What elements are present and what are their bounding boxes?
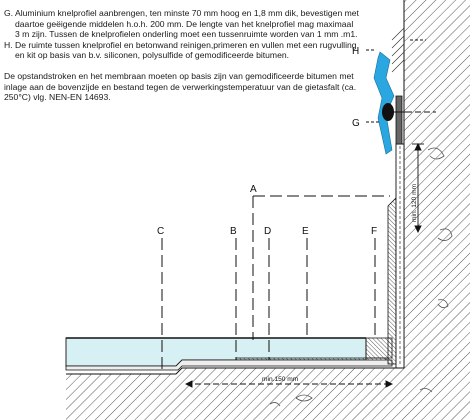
note-g-text: Aluminium knelprofiel aanbrengen, ten minste 70 mm hoog en 1,8 mm dik, bevestigen met daartoe geëigende middelen h.o.h. 200 mm. De lengte van het knelprofiel mag maximaal 3 m zijn. Tussen de knelprofielen onderling moet een tussenruimte worden van 1 mm .m1.: [15, 8, 359, 40]
label-h: H: [352, 46, 360, 57]
upstand-strip: [388, 198, 396, 364]
note-h-text: De ruimte tussen knelprofiel en betonwand reinigen,primeren en vullen met een rugvulling en kit op basis van b.v. siliconen, polysulfide of gemodificeerde bitumen.: [15, 39, 357, 61]
hatch-zone-h: [392, 28, 404, 72]
label-f: F: [371, 226, 378, 237]
label-b: B: [230, 226, 237, 237]
label-c: C: [157, 226, 165, 237]
label-g: G: [352, 118, 360, 129]
note-h-key: H.: [4, 39, 13, 50]
label-a: A: [250, 184, 257, 195]
dimension-horizontal-text: min.150 mm: [262, 376, 299, 383]
label-e: E: [302, 226, 309, 237]
sealant-h: [374, 52, 394, 154]
label-d: D: [264, 226, 272, 237]
dimension-vertical-text: min. 120 mm: [411, 183, 418, 222]
clamp-profile-g: [396, 96, 402, 144]
note-g-key: G.: [4, 8, 14, 18]
membrane-paragraph: De opstandstroken en het membraan moeten op basis zijn van gemodificeerde bitumen met inlage aan de bovenzijde en bestand tegen de verwerkingstemperatuur van de gietasfalt (ca. 250°C) vlg. NEN-EN 14693.: [4, 70, 357, 103]
